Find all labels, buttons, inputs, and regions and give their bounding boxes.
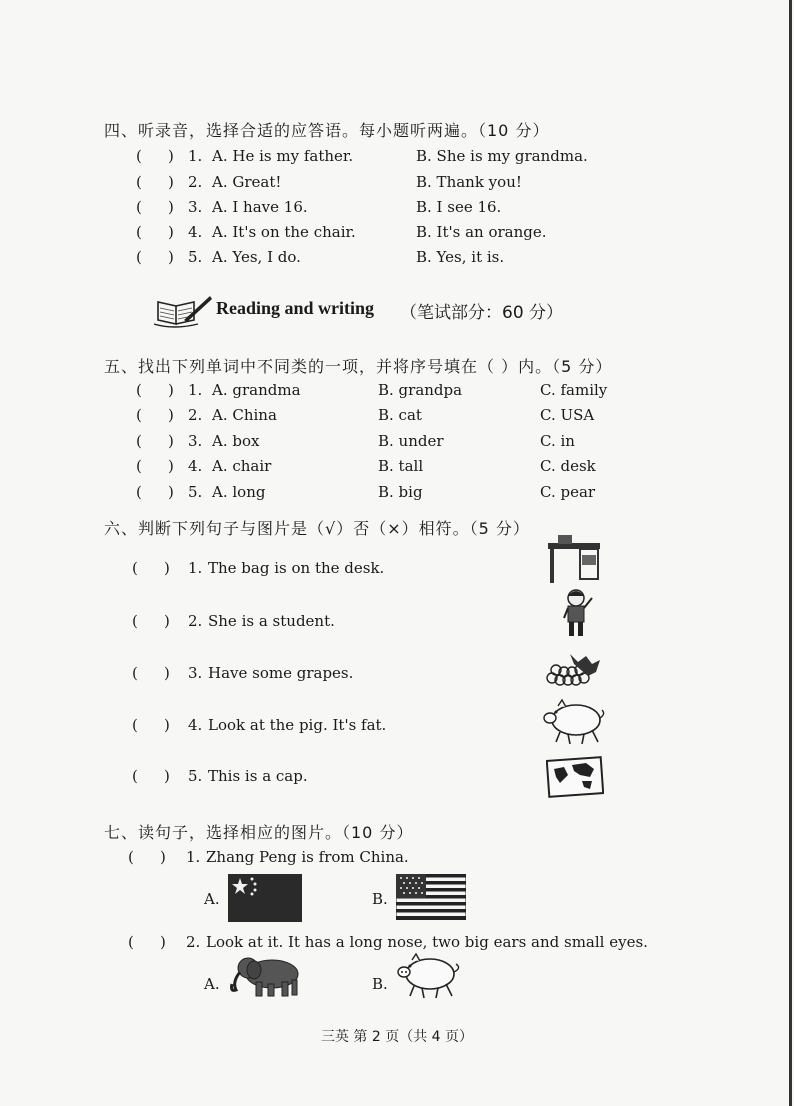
option-a: A. It's on the chair.	[212, 223, 356, 241]
map-picture	[546, 755, 604, 799]
answer-paren-open: (	[136, 457, 142, 475]
option-a: A. I have 16.	[212, 198, 308, 216]
option-a: A. Yes, I do.	[212, 248, 301, 266]
desk-picture	[546, 535, 602, 585]
reading-writing-banner	[154, 290, 594, 330]
sentence-text: Look at the pig. It's fat.	[208, 716, 387, 734]
answer-paren-open: (	[136, 406, 142, 424]
sentence-text: This is a cap.	[208, 767, 308, 785]
answer-paren-close: )	[168, 173, 174, 191]
answer-paren-close: )	[168, 147, 174, 165]
answer-paren-close: )	[164, 716, 170, 734]
option-b: B. tall	[378, 457, 424, 475]
answer-paren-open: (	[136, 198, 142, 216]
sentence-text: Look at it. It has a long nose, two big ears and small eyes.	[206, 933, 648, 951]
option-b: B. Yes, it is.	[416, 248, 505, 266]
option-b-label: B.	[372, 975, 388, 993]
answer-paren-close: )	[168, 457, 174, 475]
answer-paren-open: (	[132, 767, 138, 785]
item-number: 1.	[188, 147, 203, 165]
item-number: 1.	[188, 381, 203, 399]
option-c: C. desk	[540, 457, 596, 475]
answer-paren-close: )	[164, 612, 170, 630]
item-number: 3.	[188, 432, 203, 450]
pig-picture	[540, 698, 606, 746]
option-a: A. chair	[212, 457, 272, 475]
answer-paren-close: )	[168, 483, 174, 501]
item-number: 5.	[188, 248, 203, 266]
option-b: B. under	[378, 432, 444, 450]
section7-title: 七、读句子，选择相应的图片。（10 分）	[104, 823, 414, 842]
option-b: B. grandpa	[378, 381, 463, 399]
china-flag-picture	[228, 874, 302, 922]
sentence-text: She is a student.	[208, 612, 335, 630]
item-number: 5.	[188, 767, 203, 785]
answer-paren-close: )	[168, 432, 174, 450]
option-a: A. He is my father.	[212, 147, 354, 165]
item-number: 2.	[186, 933, 201, 951]
usa-flag-picture	[396, 874, 466, 920]
sentence-text: Have some grapes.	[208, 664, 354, 682]
answer-paren-close: )	[168, 223, 174, 241]
option-b: B. cat	[378, 406, 422, 424]
banner-title: Reading and writing	[216, 298, 375, 318]
answer-paren-open: (	[136, 147, 142, 165]
option-b: B. big	[378, 483, 423, 501]
item-number: 3.	[188, 664, 203, 682]
book-pen-icon	[154, 290, 214, 330]
option-b: B. It's an orange.	[416, 223, 547, 241]
item-number: 4.	[188, 716, 203, 734]
page-footer: 三英 第 2 页（共 4 页）	[320, 1029, 474, 1045]
option-b-label: B.	[372, 890, 388, 908]
answer-paren-open: (	[132, 559, 138, 577]
item-number: 1.	[188, 559, 203, 577]
option-a: A. grandma	[212, 381, 301, 399]
answer-paren-close: )	[168, 406, 174, 424]
answer-paren-open: (	[136, 432, 142, 450]
option-b: B. I see 16.	[416, 198, 502, 216]
option-b: B. She is my grandma.	[416, 147, 588, 165]
answer-paren-close: )	[164, 559, 170, 577]
answer-paren-close: )	[160, 848, 166, 866]
pig-option-picture	[394, 952, 462, 1000]
option-a-label: A.	[204, 975, 220, 993]
answer-paren-open: (	[132, 612, 138, 630]
option-a: A. long	[212, 483, 266, 501]
option-c: C. USA	[540, 406, 595, 424]
answer-paren-open: (	[136, 248, 142, 266]
answer-paren-open: (	[128, 933, 134, 951]
banner-subtitle: （笔试部分：60 分）	[400, 303, 564, 323]
answer-paren-close: )	[168, 198, 174, 216]
item-number: 5.	[188, 483, 203, 501]
answer-paren-open: (	[136, 223, 142, 241]
item-number: 2.	[188, 173, 203, 191]
section4-title: 四、听录音，选择合适的应答语。每小题听两遍。（10 分）	[104, 121, 550, 140]
answer-paren-open: (	[128, 848, 134, 866]
answer-paren-open: (	[132, 716, 138, 734]
option-a: A. box	[212, 432, 260, 450]
option-c: C. in	[540, 432, 575, 450]
item-number: 2.	[188, 406, 203, 424]
item-number: 2.	[188, 612, 203, 630]
answer-paren-open: (	[132, 664, 138, 682]
grapes-picture	[544, 650, 606, 690]
sentence-text: The bag is on the desk.	[208, 559, 385, 577]
item-number: 4.	[188, 457, 203, 475]
answer-paren-close: )	[168, 248, 174, 266]
answer-paren-close: )	[168, 381, 174, 399]
section6-title: 六、判断下列句子与图片是（√）否（×）相符。（5 分）	[104, 519, 530, 538]
answer-paren-open: (	[136, 483, 142, 501]
boy-picture	[560, 588, 596, 640]
elephant-picture	[226, 952, 304, 998]
option-a: A. Great!	[212, 173, 282, 191]
option-a-label: A.	[204, 890, 220, 908]
item-number: 1.	[186, 848, 201, 866]
answer-paren-open: (	[136, 381, 142, 399]
option-a: A. China	[212, 406, 277, 424]
answer-paren-open: (	[136, 173, 142, 191]
section5-title: 五、找出下列单词中不同类的一项，并将序号填在（ ）内。（5 分）	[104, 357, 613, 376]
answer-paren-close: )	[164, 767, 170, 785]
answer-paren-close: )	[164, 664, 170, 682]
option-c: C. family	[540, 381, 608, 399]
option-c: C. pear	[540, 483, 596, 501]
answer-paren-close: )	[160, 933, 166, 951]
item-number: 4.	[188, 223, 203, 241]
item-number: 3.	[188, 198, 203, 216]
option-b: B. Thank you!	[416, 173, 522, 191]
page-edge-line	[789, 0, 792, 1106]
sentence-text: Zhang Peng is from China.	[206, 848, 409, 866]
